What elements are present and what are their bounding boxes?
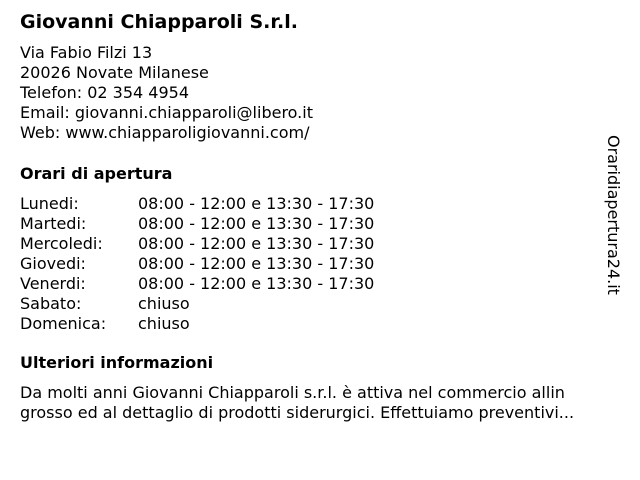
business-name: Giovanni Chiapparoli S.r.l.	[20, 11, 298, 33]
day-hours: 08:00 - 12:00 e 13:30 - 17:30	[138, 254, 375, 273]
address-city: 20026 Novate Milanese	[20, 63, 209, 82]
website-address: Web: www.chiapparoligiovanni.com/	[20, 123, 310, 142]
email-address: Email: giovanni.chiapparoli@libero.it	[20, 103, 313, 122]
day-label: Domenica:	[20, 314, 107, 333]
day-hours: 08:00 - 12:00 e 13:30 - 17:30	[138, 234, 375, 253]
day-label: Sabato:	[20, 294, 82, 313]
opening-hours-heading: Orari di apertura	[20, 164, 173, 183]
day-label: Martedi:	[20, 214, 87, 233]
day-label: Lunedi:	[20, 194, 79, 213]
day-label: Venerdi:	[20, 274, 86, 293]
contact-block	[20, 43, 313, 143]
site-watermark: Oraridiapertura24.it	[604, 135, 623, 295]
day-hours: 08:00 - 12:00 e 13:30 - 17:30	[138, 274, 375, 293]
day-hours: chiuso	[138, 314, 190, 333]
day-label: Mercoledi:	[20, 234, 103, 253]
phone-number: Telefon: 02 354 4954	[20, 83, 190, 102]
day-hours: 08:00 - 12:00 e 13:30 - 17:30	[138, 214, 375, 233]
address-street: Via Fabio Filzi 13	[20, 43, 153, 62]
day-hours: 08:00 - 12:00 e 13:30 - 17:30	[138, 194, 375, 213]
business-description	[20, 383, 630, 423]
day-label: Giovedi:	[20, 254, 86, 273]
day-hours: chiuso	[138, 294, 190, 313]
description-line: grosso ed al dettaglio di prodotti siderurgici. Effettuiamo preventivi...	[20, 403, 575, 422]
more-info-heading: Ulteriori informazioni	[20, 353, 214, 372]
description-line: Da molti anni Giovanni Chiapparoli s.r.l. è attiva nel commercio allin	[20, 383, 565, 402]
